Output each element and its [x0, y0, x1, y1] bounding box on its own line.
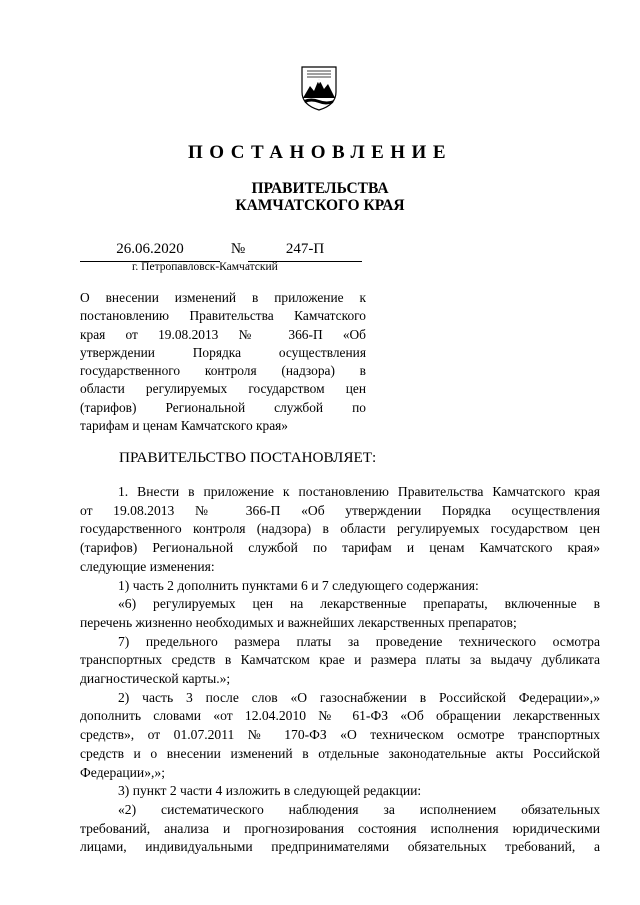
- body-line: дополнить словами «от 12.04.2010 № 61-ФЗ «Об обращении лекарственных: [80, 708, 600, 724]
- body-line: транспортных средств в Камчатском крае и размера платы за выдачу дубликата: [80, 652, 600, 668]
- body-line: 7) предельного размера платы за проведение технического осмотра: [118, 633, 600, 649]
- subject-line: государственного контроля (надзора) в: [80, 363, 366, 379]
- body-line: от 19.08.2013 № 366-П «Об утверждении Порядка осуществления: [80, 502, 600, 518]
- issuer-line-1: ПРАВИТЕЛЬСТВА: [251, 180, 389, 197]
- body-line: средств», от 01.07.2011 № 170-ФЗ «О техническом осмотре транспортных: [80, 727, 600, 743]
- body-line: средств и о внесении изменений в отдельные законодательные акты Российской: [80, 745, 600, 761]
- body-line: (тарифов) Региональной службой по тарифам и ценам Камчатского края»: [80, 540, 600, 556]
- document-kind-title: ПОСТАНОВЛЕНИЕ: [187, 142, 453, 163]
- body-line: 1. Внести в приложение к постановлению Правительства Камчатского края: [118, 484, 600, 499]
- subject-line: О внесении изменений в приложение к: [80, 290, 366, 305]
- document-city: г. Петропавловск-Камчатский: [132, 261, 278, 273]
- subject-line: (тарифов) Региональной службой по: [80, 399, 366, 415]
- body-line: Федерации»,»;: [80, 764, 165, 780]
- body-line: 2) часть 3 после слов «О газоснабжении в Российской Федерации»,»: [118, 689, 600, 705]
- kamchatka-coat-of-arms-icon: [299, 62, 339, 112]
- body-line: требований, анализа и прогнозирования состояния исполнения юридическими: [80, 820, 600, 836]
- body-line: 3) пункт 2 части 4 изложить в следующей редакции:: [118, 783, 422, 799]
- number-sign: №: [230, 241, 246, 257]
- subject-line: области регулируемых государством цен: [80, 381, 366, 397]
- body-line: перечень жизненно необходимых и важнейших лекарственных препаратов;: [80, 614, 517, 630]
- issuer-line-2: КАМЧАТСКОГО КРАЯ: [235, 197, 405, 214]
- body-line: государственного контроля (надзора) в области регулируемых государством цен: [80, 521, 600, 537]
- document-body: [80, 483, 600, 857]
- document-date: 26.06.2020: [80, 241, 220, 262]
- subject-line: края от 19.08.2013 № 366-П «Об: [80, 326, 366, 342]
- subject-line: тарифам и ценам Камчатского края»: [80, 418, 288, 434]
- body-line: «2) систематического наблюдения за исполнением обязательных: [118, 801, 600, 817]
- document-number: 247-П: [248, 241, 362, 262]
- document-subject: [80, 289, 366, 435]
- subject-line: постановлению Правительства Камчатского: [80, 308, 366, 324]
- body-line: «6) регулируемых цен на лекарственные препараты, включенные в: [118, 596, 600, 612]
- body-line: следующие изменения:: [80, 558, 215, 574]
- subject-line: утверждении Порядка осуществления: [80, 344, 366, 360]
- body-line: диагностической карты.»;: [80, 671, 231, 687]
- decree-statement: ПРАВИТЕЛЬСТВО ПОСТАНОВЛЯЕТ:: [119, 449, 377, 466]
- body-line: 1) часть 2 дополнить пунктами 6 и 7 следующего содержания:: [118, 577, 479, 593]
- body-line: лицами, индивидуальными предпринимателями обязательных требований, а: [80, 839, 600, 855]
